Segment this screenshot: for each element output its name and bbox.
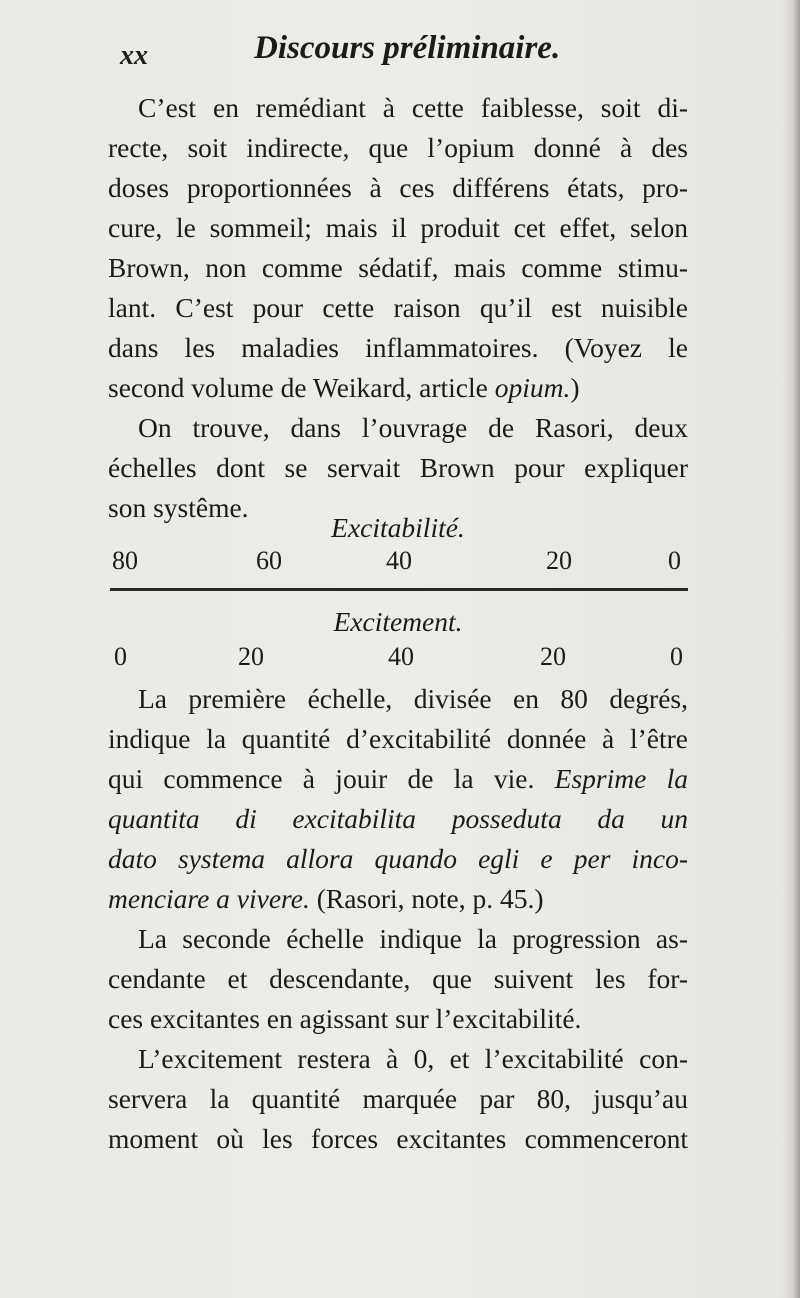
scale-value: 60 bbox=[256, 546, 282, 575]
excitement-scale-label: Excitement. bbox=[333, 606, 463, 637]
page-number: xx bbox=[120, 40, 148, 71]
text-line bbox=[108, 879, 688, 919]
text-line: échelles dont se servait Brown pour expliquer bbox=[108, 452, 688, 483]
text-segment: ) bbox=[570, 372, 580, 403]
text-line: cendante et descendante, que suivent les for- bbox=[108, 963, 688, 994]
scale-value: 20 bbox=[540, 642, 566, 671]
scale-value: 40 bbox=[386, 546, 412, 575]
text-line: On trouve, dans l’ouvrage de Rasori, deux bbox=[138, 412, 688, 443]
text-segment: qui commence à jouir de la vie. bbox=[108, 763, 555, 794]
scale-value: 0 bbox=[670, 642, 683, 671]
page-header bbox=[120, 30, 680, 80]
text-line: moment où les forces excitantes commenceront bbox=[108, 1123, 688, 1154]
citation: (Rasori, note, p. 45.) bbox=[309, 883, 544, 914]
text-line: L’excitement restera à 0, et l’excitabilité con- bbox=[138, 1043, 688, 1074]
text-line: La seconde échelle indique la progression as- bbox=[138, 923, 688, 954]
italic-quote-line: dato systema allora quando egli e per inco- bbox=[108, 843, 688, 874]
text-line: ces excitantes en agissant sur l’excitabilité. bbox=[108, 1003, 582, 1034]
text-line: dans les maladies inflammatoires. (Voyez le bbox=[108, 332, 688, 363]
italic-quote: menciare a vivere. bbox=[108, 883, 310, 914]
italic-word: opium. bbox=[494, 372, 571, 403]
text-line: La première échelle, divisée en 80 degrés, bbox=[138, 683, 688, 714]
text-segment: second volume de Weikard, article bbox=[108, 372, 495, 403]
text-line: cure, le sommeil; mais il produit cet effet, selon bbox=[108, 212, 688, 243]
italic-quote-line: quantita di excitabilita posseduta da un bbox=[108, 803, 688, 834]
scale-value: 80 bbox=[112, 546, 138, 575]
text-line: son systême. bbox=[108, 492, 249, 523]
running-title: Discours préliminaire. bbox=[254, 30, 561, 66]
excitability-scale-label: Excitabilité. bbox=[331, 512, 465, 543]
italic-quote: Esprime la bbox=[554, 763, 688, 794]
scale-value: 0 bbox=[114, 642, 127, 671]
text-line: Brown, non comme sédatif, mais comme stimu- bbox=[108, 252, 688, 283]
text-line: recte, soit indirecte, que l’opium donné à des bbox=[108, 132, 688, 163]
page-edge-shadow bbox=[782, 0, 800, 1298]
text-line: doses proportionnées à ces différens états, pro- bbox=[108, 172, 688, 203]
text-line: indique la quantité d’excitabilité donnée à l’être bbox=[108, 723, 688, 754]
text-line bbox=[108, 759, 688, 799]
scale-value: 20 bbox=[238, 642, 264, 671]
scale-value: 0 bbox=[668, 546, 681, 575]
text-line: C’est en remédiant à cette faiblesse, soit di- bbox=[138, 92, 688, 123]
text-line: lant. C’est pour cette raison qu’il est nuisible bbox=[108, 292, 688, 323]
scale-rule bbox=[110, 588, 688, 591]
text-line: servera la quantité marquée par 80, jusqu’au bbox=[108, 1083, 688, 1114]
scale-value: 20 bbox=[546, 546, 572, 575]
scale-value: 40 bbox=[388, 642, 414, 671]
text-line bbox=[108, 368, 688, 408]
